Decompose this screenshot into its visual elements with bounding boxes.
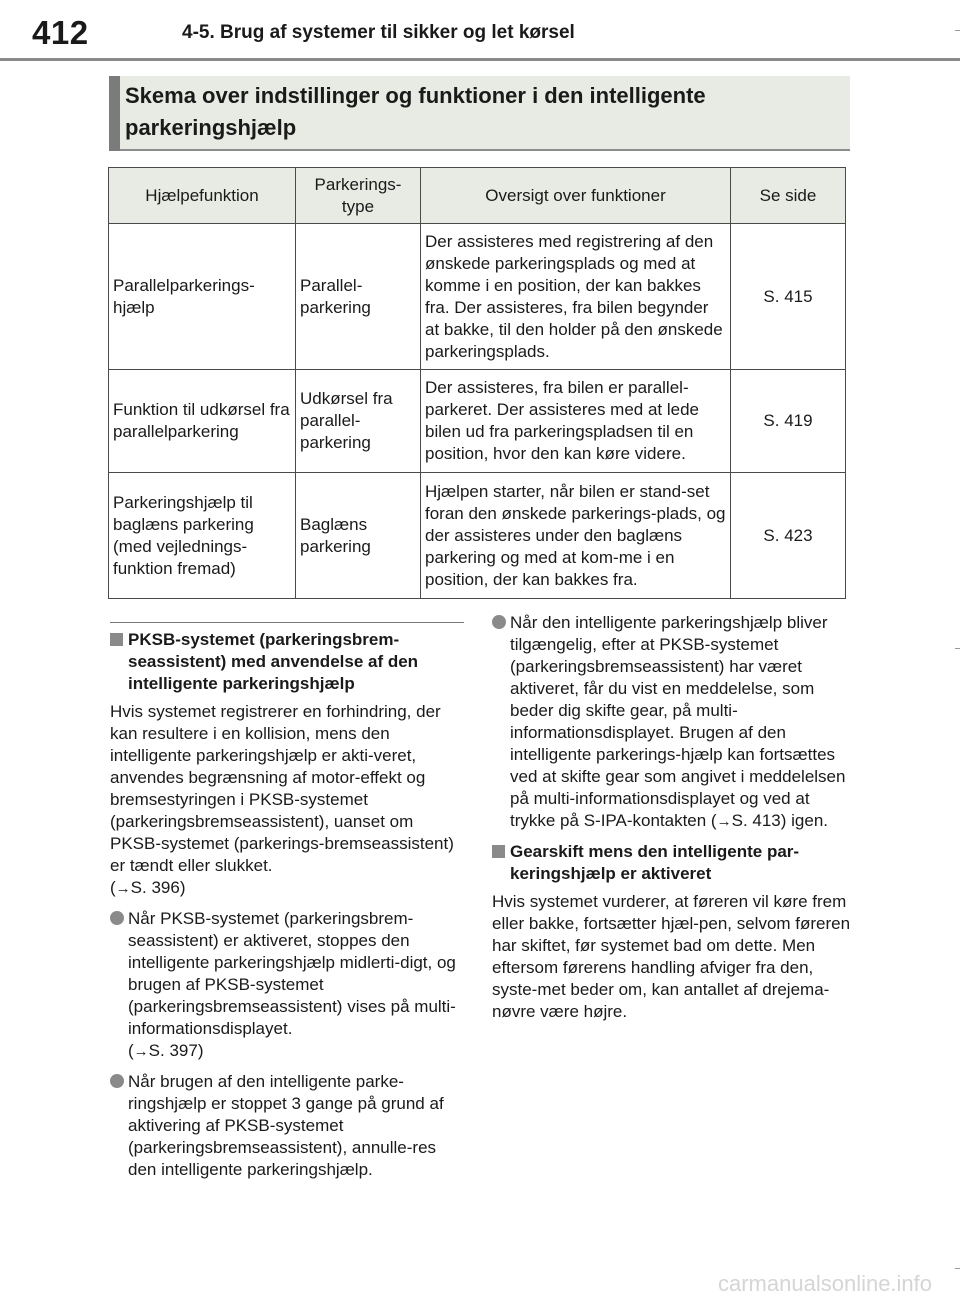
round-bullet-icon [492,615,506,629]
cell-function: Parkeringshjælp til baglæns parkering (med vejlednings- funktion fremad) [109,473,296,599]
pksb-paragraph-text: Hvis systemet registrerer en forhindring, der kan resultere i en kollision, mens den intelligente parkeringshjælp er akti-veret, anvendes begrænsning af motor-effekt og bremsestyringen i PKSB-systemet (parkeringsbremseassistent), uanset om PKSB-systemet (parkerings-bremseassistent) er tændt eller slukket. [110,702,454,875]
cell-overview: Der assisteres, fra bilen er parallel-parkeret. Der assisteres med at lede bilen ud fra parkeringspladsen til en position, hvor den kan køre videre. [421,370,731,473]
cell-parking-type: Parallel- parkering [296,224,421,370]
page-reference-link[interactable]: S. 396) [130,878,186,897]
list-item: Når PKSB-systemet (parkeringsbrem-seassistent) er aktiveret, stoppes den intelligente parkeringshjælp midlerti-digt, og brugen af PKSB-systemet (parkeringsbremseassistent) vises på multi-informationsdisplayet. (→S. 397) [110,908,466,1063]
bullet-text: Når PKSB-systemet (parkeringsbrem-seassistent) er aktiveret, stoppes den intelligente parkeringshjælp midlerti-digt, og brugen af PKSB-systemet (parkeringsbremseassistent) vises på multi-informationsdisplayet. [128,909,456,1038]
gearshift-heading: Gearskift mens den intelligente par-keringshjælp er aktiveret [510,842,800,883]
column-header-see-page: Se side [731,168,846,224]
cell-overview: Der assisteres med registrering af den ønskede parkeringsplads og med at komme i en position, der kan bakkes fra. Der assisteres, fra bilen begynder at bakke, til den holder på den ønskede parkeringsplads. [421,224,731,370]
bullet-text: Når brugen af den intelligente parke-ringshjælp er stoppet 3 gange på grund af aktivering af PKSB-systemet (parkeringsbremseassistent), annulle-res den intelligente parkeringshjælp. [128,1072,444,1179]
watermark: carmanualsonline.info [718,1271,933,1296]
page-reference-link[interactable]: S. 397) [148,1041,204,1060]
cell-parking-type: Udkørsel fra parallel- parkering [296,370,421,473]
gearshift-paragraph: Hvis systemet vurderer, at føreren vil køre frem eller bakke, fortsætter hjæl-pen, selvom føreren har skiftet, før systemet bad om dette. Men eftersom førerens handling afviger fra den, syste-met beder om, kan antallet af drejema-nøvre være højre. [492,892,851,1021]
header-rule [0,58,960,61]
cell-overview: Hjælpen starter, når bilen er stand-set foran den ønskede parkerings-plads, og der assisteres under den baglæns parkering og med at kom-me i en position, der kan bakkes fra. [421,473,731,599]
page-reference-link[interactable]: S. 413) igen. [731,811,829,830]
list-item [492,612,852,833]
pksb-heading-item [110,629,466,695]
section-title: 4-5. Brug af systemer til sikker og let kørsel [182,22,575,43]
page-header [0,0,960,62]
round-bullet-icon [110,1074,124,1088]
cell-see-page-link[interactable]: S. 415 [731,224,846,370]
cell-parking-type: Baglæns parkering [296,473,421,599]
square-bullet-icon [492,845,505,858]
column-header-parking-type: Parkerings- type [296,168,421,224]
right-column [492,612,852,1023]
round-bullet-icon [110,911,124,925]
cell-function: Funktion til udkørsel fra parallelparkering [109,370,296,473]
settings-table-title: Skema over indstillinger og funktioner i den intelligente parkeringshjælp [125,83,706,140]
table-row [109,370,846,473]
crop-mark [955,648,960,649]
bullet-text: Når den intelligente parkeringshjælp bliver tilgængelig, efter at PKSB-systemet (parkeringsbremseassistent) har været aktiveret, får du vist en meddelelse, som beder dig skifte gear, på multi-informationsdisplayet. Brugen af den intelligente parkerings-hjælp kan fortsættes ved at skifte gear som angivet i meddelelsen på multi-informationsdisplayet og ved at trykke på S-IPA-kontakten ( [510,613,846,830]
cell-see-page-link[interactable]: S. 423 [731,473,846,599]
square-bullet-icon [110,633,123,646]
pksb-paragraph: Hvis systemet registrerer en forhindring, der kan resultere i en kollision, mens den intelligente parkeringshjælp er akti-veret, anvendes begrænsning af motor-effekt og bremsestyringen i PKSB-systemet (parkeringsbremseassistent), uanset om PKSB-systemet (parkerings-bremseassistent) er tændt eller slukket. (→S. 396) [110,702,454,897]
settings-table [108,167,846,599]
table-row [109,473,846,599]
table-header-row [109,168,846,224]
title-accent-bar [109,76,120,151]
page-number: 412 [32,14,89,51]
list-item [110,1071,466,1181]
arrow-icon: → [115,880,131,897]
column-header-overview: Oversigt over funktioner [421,168,731,224]
left-column [110,612,466,1181]
cell-see-page-link[interactable]: S. 419 [731,370,846,473]
settings-table-title-box [109,76,850,151]
crop-mark [955,1268,960,1269]
pksb-heading: PKSB-systemet (parkeringsbrem-seassistent) med anvendelse af den intelligente parkeringshjælp [128,630,419,693]
gearshift-heading-item [492,841,852,885]
table-row [109,224,846,370]
arrow-icon: → [716,813,732,830]
crop-mark [955,30,960,31]
cell-function: Parallelparkerings- hjælp [109,224,296,370]
column-divider [110,622,464,623]
arrow-icon: → [133,1043,149,1060]
column-header-function: Hjælpefunktion [109,168,296,224]
